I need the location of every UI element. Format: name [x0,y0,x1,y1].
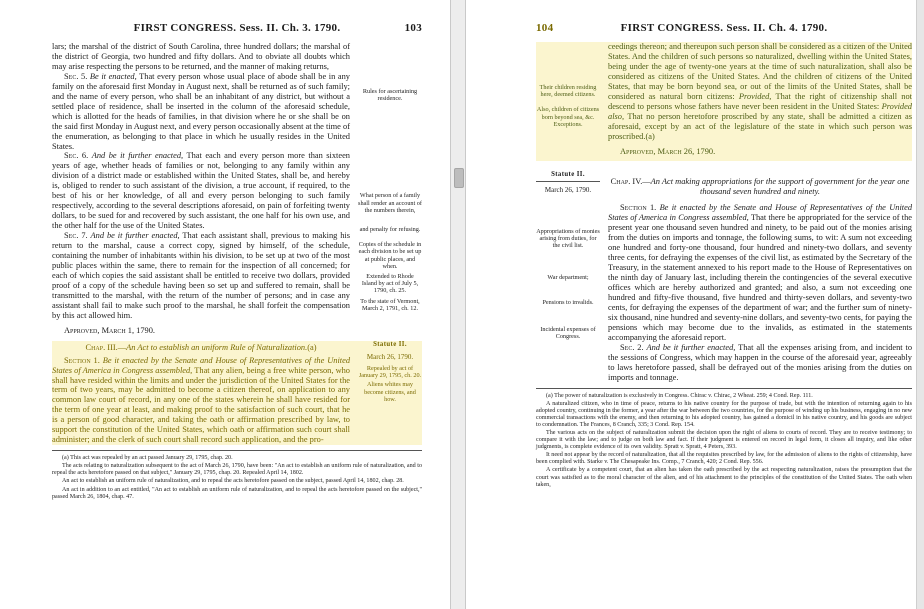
right-margin-notes [536,161,600,348]
margin-note-incidental: Incidental expenses of Congress. [540,325,596,341]
left-footnote: An act to establish an uniform rule of naturalization, and to repeal the acts heretofore passed on the subject, passed April 14, 1802, chap. 28. [62,478,404,485]
right-page-number: 104 [536,22,554,34]
margin-statute-label: Statute II. [373,340,407,348]
margin-note-vermont: To the state of Vermont, March 2, 1791, ch. 12. [360,297,420,312]
left-approved-line: Approved, March 1, 1790. [64,325,156,335]
right-margin-notes-top [536,42,600,136]
margin-note-children: Their children residing here, deemed citizens. [539,84,597,99]
margin-note-war: War department; [547,273,589,281]
section-7: Sec. 7. And be it further enacted, That each assistant shall, previous to making his return to the marshal, cause a correct copy, signed by himself, of the schedule, containing the number of inhabitants within his division, to be set up at two of the most public places within the same, there to remain for the inspection of all concerned; for each of which copies the said assistant shall be entitled to receive two dollars, provided proof of a copy of the schedule having been so set up and suffered to remain, shall be transmitted to the marshal, with the return of the number of persons; and in case any assistant shall fail to make such proof to the marshal, he shall forfeit the compensation by this act allowed him. [52,231,351,320]
margin-date: March 26, 1790. [366,352,414,361]
margin-note-penalty: and penalty for refusing. [359,226,421,234]
margin-note-what-person: What person of a family shall render an account of the numbers therein, [358,192,422,214]
chapter-3-block [52,341,422,446]
margin-note-appropriations: Appropriations of monies arising from duties, for the civil list. [536,227,600,250]
right-footnote: (a) The power of naturalization is exclusively in Congress. Chirac v. Chirac, 2 Wheat. 259; 4 Cond. Rep. 111. [546,392,813,399]
right-running-head-title: FIRST CONGRESS. Sess. II. Ch. 4. 1790. [620,22,828,34]
left-page [52,0,422,609]
chapter-3-title: Chap. III.—An Act to establish an uniform Rule of Naturalization.(a) [85,342,317,352]
left-body [52,42,422,501]
left-continuation-text: lars; the marshal of the district of South Carolina, three hundred dollars; the marshal of the district of Georgia, two hundred and fifty dollars. And to obviate all doubts which may arise respecting the persons to be returned, and the manner of making returns, [52,42,350,71]
chapter-4-title: Chap. IV.—An Act making appropriations for the support of government for the year one thousand seven hundred and ninety. [610,177,910,197]
chapter-4-section-1: Section 1. Be it enacted by the Senate and House of Representatives of the United States of America in Congress assembled, That there be appropriated for the service of the present year one thousand seven hundred and ninety, to be paid out of the monies arising from the duties on imports and tonnage, the following sums, to wit: A sum not exceeding one hundred and forty-one thousand, four hundred and ninety-two dollars, and seventy three cents, for defraying the expenses of the civil list, as estimated by the Secretary of the Treasury, in the statement annexed to his report made to the House of Representatives on the ninth day of January last, including therein the contingencies of the several executive offices which are hereby authorized and granted; and also, a sum not exceeding one hundred and fifty-five thousand, five hundred and thirty-seven dollars, and seventy-two cents, for defraying the expenses of the department of war; and the further sum of ninety-six thousand, nine hundred and seventy-nine dollars, and seventy-two cents, for paying the pensions which may become due to the invalids, as estimated in the statements accompanying the aforesaid report. [608,203,913,342]
left-page-view[interactable] [0,0,450,609]
margin-note-rules: Rules for ascertaining residence. [362,88,418,103]
right-body [536,42,912,489]
left-footnotes [52,455,422,501]
right-footnote: A certificate by a competent court, that an alien has taken the oath prescribed by the act respecting naturalization, raises the presumption that the court was satisfied as to the moral character of the alien, and of his attachment to the principles of the constitution of the United States. The oath when taken, [536,467,912,488]
right-footnote: It need not appear by the record of naturalization, that all the requisites prescribed by law, for the admission of aliens to the rights of citizenship, have been complied with. Starke v. The Chesapeake Ins. Comp., 7 Cranch, 420; 2 Cond. Rep. 556. [536,452,912,466]
left-footnote: An act in addition to an act entitled, "An act to establish an uniform rule of naturalization, and to repeal the acts heretofore passed on the subject," passed March 26, 1804, chap. 47. [52,486,422,500]
right-page [536,0,912,609]
right-scrollbar[interactable] [916,0,924,609]
right-footnote: The various acts on the subject of naturalization submit the decision upon the right of aliens to courts of record. They are to receive testimony; to compare it with the law; and to judge on both law and fact. If their judgment is entered on record in legal form, it closes all inquiry, and like other judgments, is complete evidence of its own validity. Spratt v. Spratt, 4 Peters, 393. [536,430,912,451]
left-footnote: The acts relating to naturalization subsequent to the act of March 26, 1790, have been: "An act to establish an uniform rule of naturalization, and to repeal the acts heretofore passed on that subject," January 29, 1795, chap. 20. Repealed April 14, 1802. [52,463,422,477]
chapter-3-section-1: Section 1. Be it enacted by the Senate and House of Representatives of the United States of America in Congress assembled, That any alien, being a free white person, who shall have resided within the limits and under the jurisdiction of the United States for the term of two years, may be admitted to become a citizen thereof, on application to any common law court of record, in any one of the states wherein he shall have resided for the term of one year at least, and making proof to the satisfaction of such court, that he is a person of good character, and taking the oath or affirmation prescribed by law, to support the constitution of the United States, which oath or affirmation such court shall administer; and the clerk of such court shall record such application, and the pro- [52,355,351,445]
left-page-number: 103 [404,22,422,34]
right-date: March 26, 1790. [544,185,592,194]
left-scrollbar-thumb[interactable] [454,168,464,188]
left-footnote: (a) This act was repealed by an act passed January 29, 1795, chap. 20. [62,455,233,462]
margin-note-pensions: Pensions to invalids. [542,298,594,306]
left-footnote-rule [52,450,422,451]
margin-note-aliens: Aliens whites may become citizens, and how. [364,381,416,403]
chapter-4-block [536,161,912,382]
chapter-4-section-2: Sec. 2. And be it further enacted, That all the expenses arising from, and incident to the sessions of Congress, which may happen in the course of the aforesaid year, agreeably to laws heretofore passed, shall be defrayed out of the monies arising from the duties on imports and tonnage. [608,342,913,382]
naturalization-continuation: ceedings thereon; and thereupon such person shall be considered as a citizen of the United States. And the children of such persons so naturalized, dwelling within the United States, being under the age of twenty-one years at the time of such naturalization, shall also be considered as citizens of the United States. And the children of citizens of the United States, that may be born beyond sea, or out of the limits of the United States, shall be considered as natural born citizens: Provided, That the right of citizenship shall not descend to persons whose fathers have never been resident in the United States: Provided also, That no person heretofore proscribed by any state, shall be admitted a citizen as aforesaid, except by an act of the legislature of the state in which such person was proscribed.(a) [608,42,912,141]
left-scrollbar[interactable] [450,0,466,609]
section-5: Sec. 5. Be it enacted, That every person whose usual place of abode shall be in any family on the aforesaid first Monday in August next, shall be returned as of such family; and the name of every person, who shall be an inhabitant of any district, but without a settled place of residence, shall be inserted in the column of the aforesaid schedule, which is allotted for the heads of families, in that division where he or she shall be on the said first Monday in August next, and every person occasionally absent at the time of the enumeration, as belonging to that place in which he usually resides in the United States. [52,71,350,151]
right-approved-line: Approved, March 26, 1790. [620,146,716,156]
right-footnote-rule [536,388,912,389]
right-running-head [536,22,912,42]
left-margin-notes [358,42,422,320]
continuation-block [536,42,912,161]
chapter-3-margin-notes [358,341,422,411]
left-running-head [52,22,422,42]
margin-note-also-children: Also, children of citizens born beyond sea, &c. Exceptions. [536,106,600,128]
margin-note-repealed: Repealed by act of January 29, 1795, ch. 20. [358,365,422,380]
right-footnote: A naturalized citizen, who in time of peace, returns to his native country for the purpose of trade, but with the intention of returning again to his adopted country, continuing in the former, a year after the war between the two countries, for the purpose of winding up his business, engaging in no new commercial transactions with the enemy, and then returning to his adopted country, has gained a domicil in his native country, and his goods are subject to condemnation. The Frances, 8 Cranch, 335; 3 Cond. Rep. 154. [536,400,912,428]
right-footnotes [536,393,912,489]
section-6: Sec. 6. And be it further enacted, That each and every person more than sixteen years of age, whether heads of families or not, belonging to any family within any division of a district made or established within the United States, shall be, and hereby is, obliged to render to such assistant of the division, a true account, if required, to the best of his or her knowledge, of all and every person belonging to such family respectively, according to the several descriptions aforesaid, on pain of forfeiting twenty dollars, to be sued for and recovered by such assistant, the one half for his own use, and the other half for the use of the United States. [52,151,350,231]
left-running-head-title: FIRST CONGRESS. Sess. II. Ch. 3. 1790. [133,22,341,34]
margin-note-copies: Copies of the schedule in each division to be set up at public places, and when. [358,241,422,270]
right-statute-label: Statute II. [536,171,600,181]
right-page-view[interactable] [466,0,924,609]
margin-note-extended: Extended to Rhode Island by act of July 5, 1790, ch. 25. [361,273,419,295]
